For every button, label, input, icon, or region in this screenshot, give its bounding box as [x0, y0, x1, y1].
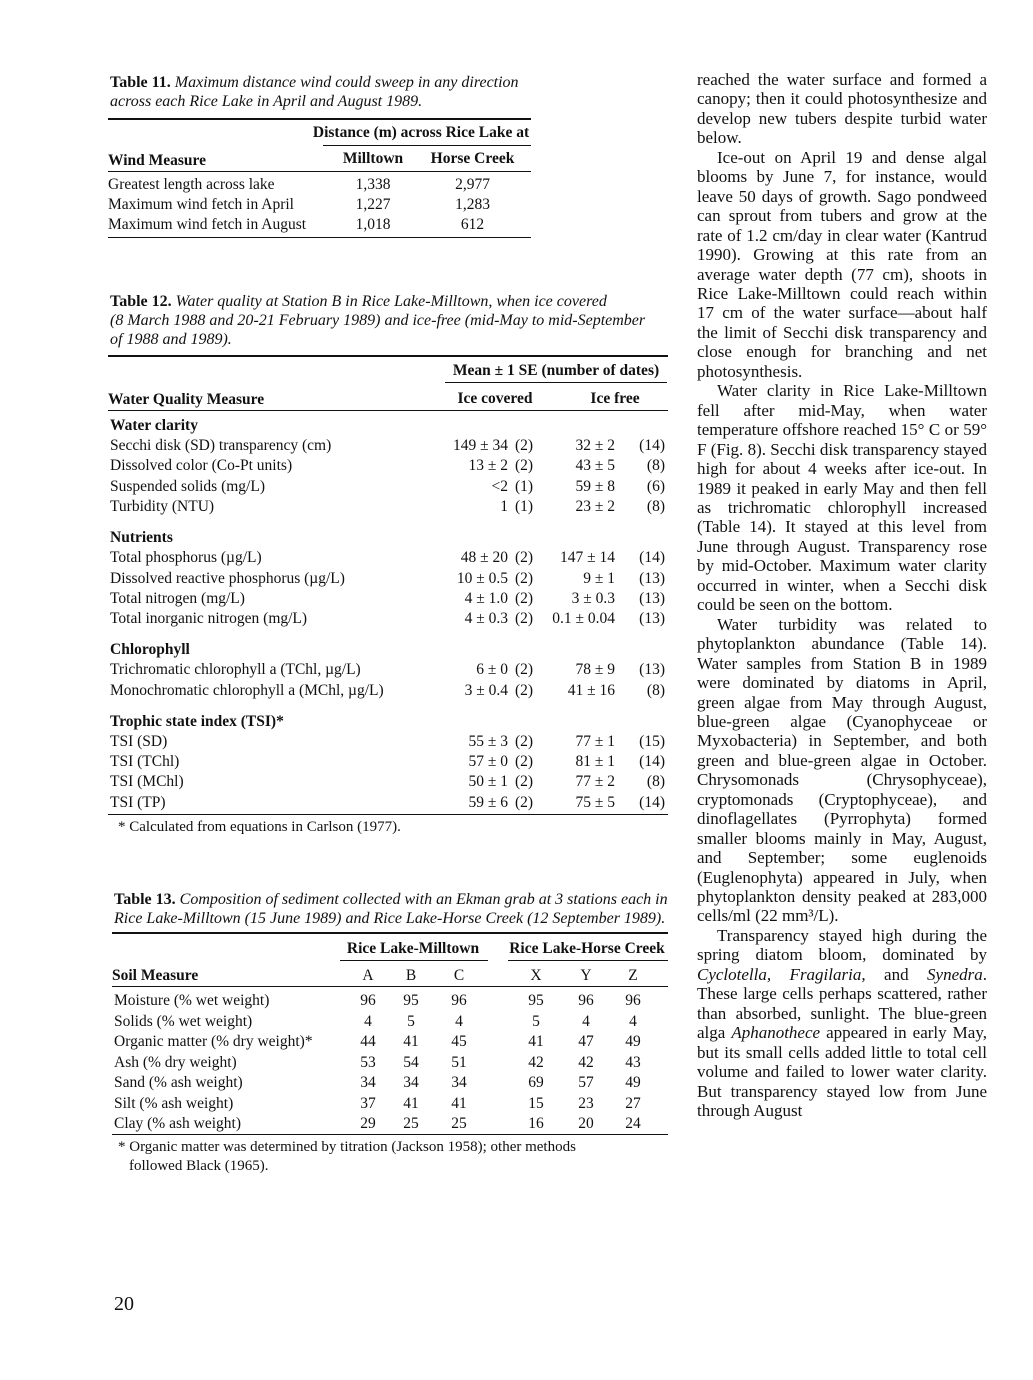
- table12-row-measure: TSI (TChl): [110, 752, 180, 770]
- table12-row-ice-n: (2): [515, 437, 534, 454]
- table11-row-milltown: 1,338: [355, 176, 391, 193]
- table12-row-free-n: (13): [639, 661, 665, 679]
- table13-col-station: X: [530, 967, 542, 984]
- table12-header-rule: [108, 410, 668, 411]
- table13-label: Table 13.: [114, 891, 176, 908]
- table12-caption-line1: Water quality at Station B in Rice Lake-Milltown, when ice covered: [175, 293, 607, 310]
- table11-header-rule: [108, 171, 531, 172]
- table12-section-title: Trophic state index (TSI)*: [110, 712, 284, 730]
- table13-top-rule: [112, 932, 668, 934]
- table12-row-free-value: 32 ± 2: [575, 437, 615, 454]
- table12-row-free-value: 147 ± 14: [559, 549, 615, 567]
- table13-row-value: 15: [528, 1094, 544, 1112]
- table13-row-value: 54: [403, 1053, 419, 1071]
- table13-row-measure: Moisture (% wet weight): [114, 992, 270, 1009]
- table13-row-value: 4: [364, 1012, 372, 1030]
- table12-row-free-value: 0.1 ± 0.04: [552, 610, 615, 628]
- table13-row-value: 96: [451, 992, 467, 1009]
- table12-section-title: Nutrients: [110, 529, 173, 547]
- table13-row-value: 29: [360, 1115, 376, 1132]
- table13-group-milltown: Rice Lake-Milltown: [346, 940, 480, 957]
- table12-row-ice-value: 10 ± 0.5: [456, 569, 508, 587]
- table12-row-measure: Secchi disk (SD) transparency (cm): [110, 437, 332, 454]
- table13-row-value: 27: [625, 1094, 641, 1112]
- table13-row-value: 57: [578, 1074, 594, 1091]
- table12-row-ice-n: (2): [515, 752, 534, 770]
- table12-row-measure: Suspended solids (mg/L): [110, 477, 265, 495]
- table13-row-value: 41: [528, 1033, 544, 1050]
- table13-row-value: 16: [528, 1115, 544, 1132]
- table12-caption-line2: (8 March 1988 and 20-21 February 1989) and ice-free (mid-May to mid-September: [110, 312, 646, 329]
- table12-row-ice-value: 4 ± 1.0: [464, 589, 508, 607]
- table13-col-station: A: [362, 967, 374, 984]
- table12-bottom-rule: [108, 814, 668, 815]
- table12-row-ice-n: (2): [515, 549, 534, 567]
- table12-row-free-value: 43 ± 5: [575, 457, 615, 475]
- table11-col-measure: Wind Measure: [108, 152, 207, 169]
- table12-row-measure: TSI (MChl): [110, 773, 184, 791]
- body-paragraph-1: reached the water surface and formed a canopy; then it could photosynthesize and develop new tubers despite turbid water below.: [697, 70, 987, 148]
- table12-col-ice-free: Ice free: [590, 390, 640, 407]
- table13-caption-line2: Rice Lake-Milltown (15 June 1989) and Rice Lake-Horse Creek (12 September 1989).: [114, 910, 666, 927]
- table12-top-rule: [108, 355, 668, 357]
- table11-label: Table 11.: [110, 74, 171, 91]
- table13-col-measure: Soil Measure: [112, 967, 199, 984]
- p5-text-c: appeared in early May, but its small cells added little to total cell volume and failed to lower water clarity. But transparency stayed low from June through August: [697, 1023, 987, 1121]
- table13-col-station: Y: [580, 967, 592, 984]
- table13-row-value: 42: [578, 1053, 594, 1071]
- table11-row-measure: Greatest length across lake: [108, 176, 275, 193]
- table12-row-ice-n: (2): [515, 661, 534, 679]
- table12-row-ice-value: 59 ± 6: [468, 793, 508, 811]
- body-paragraph-2: Ice-out on April 19 and dense algal blooms by June 7, for instance, would leave 50 days of growth. Sago pondweed can sprout from tubers and grow at the rate of 1.2 cm/day in clear water (Kantrud 1990). Growing at this rate from an average water depth (77 cm), shoots in Rice Lake-Milltown could reach within 17 cm of the water surface—about half the limit of Secchi disk transparency and close enough for branching and net photosynthesis.: [697, 147, 987, 381]
- table13-col-station: C: [453, 967, 465, 984]
- table13-row-value: 4: [582, 1012, 590, 1030]
- table12-row-free-n: (14): [639, 752, 665, 770]
- table13-group-rule-milltown: [340, 960, 488, 961]
- table13-col-station: B: [405, 967, 417, 984]
- body-text-column: [697, 70, 987, 1120]
- table11-bottom-rule: [108, 237, 531, 238]
- table12-row-measure: Turbidity (NTU): [110, 498, 215, 516]
- table12-row-free-value: 81 ± 1: [575, 752, 615, 770]
- table12-row-ice-n: (2): [515, 569, 534, 587]
- table11-col-milltown: Milltown: [342, 150, 404, 167]
- table12-row-ice-value: <2: [491, 477, 508, 495]
- table12-row-ice-value: 57 ± 0: [468, 752, 508, 770]
- table13-footnote-line1: * Organic matter was determined by titration (Jackson 1958); other methods: [118, 1139, 576, 1155]
- table11-row-measure: Maximum wind fetch in August: [108, 216, 307, 233]
- table12-row-ice-value: 149 ± 34: [452, 437, 508, 454]
- table12-row-ice-value: 55 ± 3: [468, 732, 508, 750]
- table13-row-value: 24: [625, 1115, 641, 1132]
- table12-row-ice-n: (2): [515, 732, 534, 750]
- table12-row-ice-n: (2): [515, 773, 534, 791]
- table11-caption-line2: across each Rice Lake in April and August 1989.: [110, 93, 423, 110]
- table13-row-value: 25: [451, 1115, 467, 1132]
- table13-row-value: 23: [578, 1094, 594, 1112]
- table12-row-free-n: (13): [639, 589, 665, 607]
- table13-row-measure: Solids (% wet weight): [114, 1012, 253, 1030]
- table13-row-value: 4: [629, 1012, 637, 1030]
- p5-text-a: Transparency stayed high during the spring diatom bloom, dominated by: [697, 925, 987, 965]
- table12-row-free-n: (8): [646, 773, 665, 791]
- table13-group-horse-creek: Rice Lake-Horse Creek: [509, 940, 665, 957]
- p5-and: and: [865, 964, 928, 984]
- table13-row-value: 49: [625, 1033, 641, 1050]
- table12-row-free-n: (14): [639, 549, 665, 567]
- table11-row-horse-creek: 612: [460, 216, 485, 233]
- table11-group-rule: [323, 145, 531, 146]
- table13-row-value: 96: [625, 992, 641, 1009]
- p5-genus-aphanothece: Aphanothece: [731, 1023, 821, 1043]
- table12-row-ice-n: (2): [515, 589, 534, 607]
- table13-row-value: 41: [403, 1094, 419, 1112]
- table13-row-value: 5: [407, 1012, 415, 1030]
- page-number: 20: [114, 1293, 134, 1315]
- table13-caption: [114, 890, 674, 928]
- table12-row-free-n: (13): [639, 569, 665, 587]
- table13-row-value: 34: [403, 1074, 419, 1091]
- table13-row-measure: Sand (% ash weight): [114, 1074, 243, 1091]
- table12-caption: [110, 292, 670, 349]
- table12-row-ice-value: 50 ± 1: [468, 773, 508, 791]
- table12-footnote: * Calculated from equations in Carlson (1977).: [118, 819, 401, 835]
- table13-row-value: 95: [528, 992, 544, 1009]
- table13-header-rule: [112, 986, 668, 987]
- table12-col-ice-covered: Ice covered: [457, 390, 533, 407]
- table13-row-value: 49: [625, 1074, 641, 1091]
- table12-row-ice-n: (1): [515, 498, 534, 516]
- table13-row-value: 96: [578, 992, 594, 1009]
- table13-row-value: 44: [360, 1033, 376, 1050]
- table11-col-horse-creek: Horse Creek: [430, 150, 515, 167]
- table13-row-value: 5: [532, 1012, 540, 1030]
- table12-row-free-n: (8): [646, 457, 665, 475]
- table13-row-value: 20: [578, 1115, 594, 1132]
- table13-row-value: 51: [451, 1053, 467, 1071]
- body-paragraph-4: Water turbidity was related to phytoplankton abundance (Table 14). Water samples from Station B in 1989 were dominated by diatoms in April, green algae from May through August, blue-green algae (Cyanophyceae or Myxobacteria) in September, and both green and blue-green algae in October. Chrysomonads (Chrysophyceae), cryptomonads (Cryptophyceae), and dinoflagellates (Pyrrophyta) formed smaller blooms mainly in May, August, and September; some euglenoids (Euglenophyta) appeared in July, when phytoplankton density peaked at 283,000 cells/ml (22 mm³/L).: [697, 614, 987, 926]
- table12-row-free-value: 77 ± 2: [575, 773, 615, 791]
- body-paragraph-3: Water clarity in Rice Lake-Milltown fell after mid-May, when water temperature offshore reached 15° C or 59° F (Fig. 8). Secchi disk transparency stayed high for about 4 weeks after ice-out. In 1989 it peaked in early May and then fell as trichromatic chlorophyll increased (Table 14). It stayed at this level from June through August. Transparency rose by mid-October. Maximum water clarity occurred in winter, when a Secchi disk could be seen on the bottom.: [697, 381, 987, 615]
- p5-text-b: . These large cells perhaps scattered, rather than absorbed, sunlight. The blue-green alga: [697, 964, 988, 1043]
- table13-row-measure: Clay (% ash weight): [114, 1115, 241, 1132]
- table12-row-ice-n: (1): [515, 477, 534, 495]
- table13-row-value: 47: [578, 1033, 594, 1050]
- table12-group-rule: [445, 382, 667, 383]
- table13-col-station: Z: [628, 967, 638, 984]
- table12-row-free-value: 77 ± 1: [575, 732, 615, 750]
- table13-row-value: 37: [360, 1094, 376, 1112]
- table13-row-value: 96: [360, 992, 376, 1009]
- table11-top-rule: [108, 118, 531, 120]
- table12-row-free-n: (8): [646, 498, 665, 516]
- table13-row-value: 34: [360, 1074, 376, 1091]
- table12-row-free-n: (14): [639, 793, 665, 811]
- table13-row-measure: Silt (% ash weight): [114, 1094, 234, 1112]
- table12-row-measure: Total inorganic nitrogen (mg/L): [110, 610, 308, 628]
- table12-row-free-n: (15): [639, 732, 665, 750]
- p5-genera: Cyclotella, Fragilaria,: [697, 964, 866, 984]
- table12-section-title: Water clarity: [110, 417, 198, 434]
- table12-row-ice-n: (2): [515, 681, 534, 699]
- table12-row-ice-n: (2): [515, 793, 534, 811]
- body-paragraph-5: [697, 926, 987, 1121]
- table13-row-value: 42: [528, 1053, 544, 1071]
- table12-row-free-value: 41 ± 16: [567, 681, 615, 699]
- table12-row-free-value: 59 ± 8: [575, 477, 615, 495]
- table12-row-measure: Total nitrogen (mg/L): [110, 589, 245, 607]
- table12-section-title: Chlorophyll: [110, 641, 190, 659]
- table13-bottom-rule: [112, 1134, 668, 1135]
- table12-row-free-n: (13): [639, 610, 665, 628]
- table13-row-value: 25: [403, 1115, 419, 1132]
- table13-group-rule-horse-creek: [508, 960, 668, 961]
- table13-row-value: 34: [451, 1074, 467, 1091]
- table12-row-ice-n: (2): [515, 610, 534, 628]
- table13-footnote-line2: followed Black (1965).: [129, 1158, 269, 1174]
- table11-caption: [110, 73, 540, 111]
- table12-row-free-value: 75 ± 5: [575, 793, 615, 811]
- table13-row-value: 53: [360, 1053, 376, 1071]
- table12-row-measure: Total phosphorus (µg/L): [110, 549, 262, 567]
- table12-row-measure: Monochromatic chlorophyll a (MChl, µg/L): [110, 681, 384, 699]
- table12-row-free-value: 9 ± 1: [583, 569, 615, 587]
- p5-genus-synedra: Synedra: [927, 964, 983, 984]
- table12-row-ice-value: 1: [500, 498, 508, 516]
- table11-group-header: Distance (m) across Rice Lake at: [312, 124, 530, 141]
- table12-row-free-value: 3 ± 0.3: [571, 589, 615, 607]
- table11-row-horse-creek: 1,283: [455, 196, 490, 213]
- table11-row-horse-creek: 2,977: [455, 176, 490, 193]
- table12-row-measure: Dissolved reactive phosphorus (µg/L): [110, 569, 345, 587]
- table13-row-value: 95: [403, 992, 419, 1009]
- table12-row-measure: TSI (TP): [110, 793, 166, 811]
- table13-row-value: 45: [451, 1033, 467, 1050]
- table13-row-value: 69: [528, 1074, 544, 1091]
- table11-caption-line1: Maximum distance wind could sweep in any direction: [174, 74, 519, 91]
- table12-row-free-n: (14): [639, 437, 665, 454]
- table12-row-free-value: 23 ± 2: [575, 498, 615, 516]
- table12-row-free-n: (6): [646, 477, 665, 495]
- table12-caption-line3: of 1988 and 1989).: [110, 331, 232, 348]
- table11-row-milltown: 1,227: [355, 196, 391, 213]
- table13-caption-line1: Composition of sediment collected with an Ekman grab at 3 stations each in: [179, 891, 668, 908]
- table12-row-ice-value: 6 ± 0: [476, 661, 508, 679]
- table13-row-value: 4: [455, 1012, 463, 1030]
- table11-row-milltown: 1,018: [355, 216, 391, 233]
- table12-col-measure: Water Quality Measure: [108, 391, 265, 408]
- table13-row-measure: Ash (% dry weight): [114, 1053, 237, 1071]
- table12-row-ice-value: 4 ± 0.3: [464, 610, 508, 628]
- table12-row-free-value: 78 ± 9: [575, 661, 615, 679]
- table12-row-ice-value: 13 ± 2: [468, 457, 508, 475]
- table12-row-free-n: (8): [646, 681, 665, 699]
- table12-row-ice-n: (2): [515, 457, 534, 475]
- table12-row-measure: Trichromatic chlorophyll a (TChl, µg/L): [110, 661, 361, 679]
- table13-row-value: 41: [403, 1033, 419, 1050]
- table13-row-value: 41: [451, 1094, 467, 1112]
- table13-row-measure: Organic matter (% dry weight)*: [114, 1033, 313, 1050]
- table12-row-measure: TSI (SD): [110, 732, 168, 750]
- table12-label: Table 12.: [110, 293, 172, 310]
- table13-row-value: 43: [625, 1053, 641, 1071]
- table11-row-measure: Maximum wind fetch in April: [108, 196, 294, 213]
- table12-row-ice-value: 48 ± 20: [460, 549, 508, 567]
- table12-row-ice-value: 3 ± 0.4: [464, 681, 508, 699]
- table12-row-measure: Dissolved color (Co-Pt units): [110, 457, 293, 475]
- table12-group-header: Mean ± 1 SE (number of dates): [452, 362, 660, 379]
